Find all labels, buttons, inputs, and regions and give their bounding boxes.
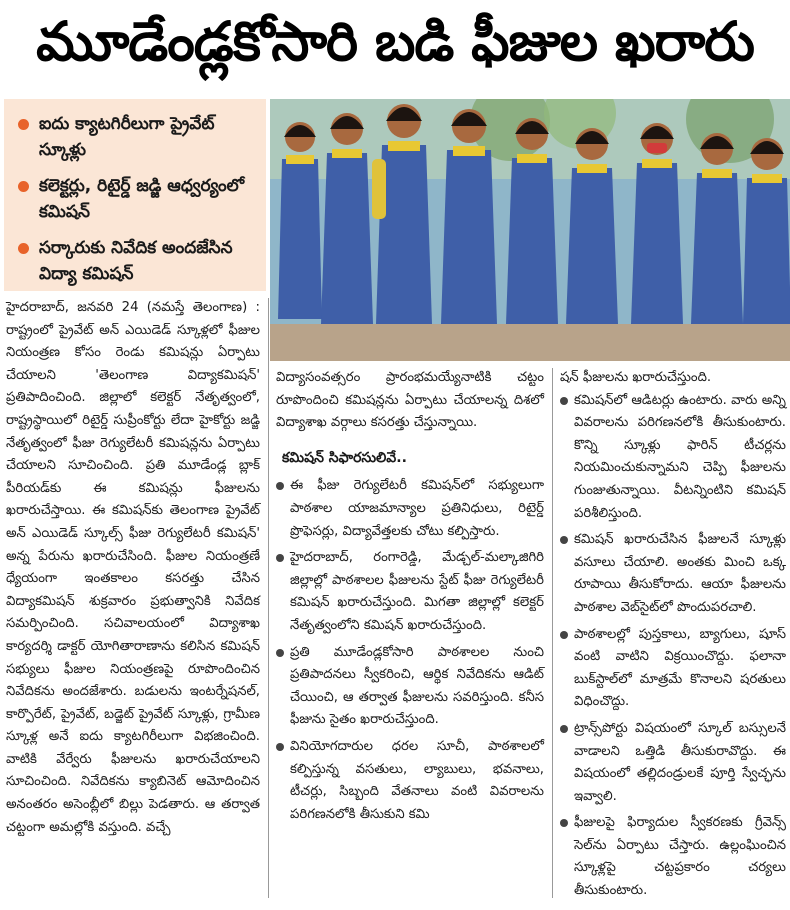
bullet-icon	[18, 243, 29, 254]
list-item: పాఠశాలల్లో పుస్తకాలు, బ్యాగులు, షూస్ వంటి వాటిని విక్రయించొద్దు. ఫలానా బుక్‌స్టాల్‌లో మాత్రమే కొనాలని షరతులు విధించొద్దు.	[560, 624, 786, 714]
article-paragraph: హైదరాబాద్, జనవరి 24 (నమస్తే తెలంగాణ) : రాష్ట్రంలో ప్రైవేట్ అన్ ఎయిడెడ్ స్కూళ్లలో ఫీజుల నియంత్రణ కోసం రెండు కమిషన్లు ఏర్పాటు చేయాలని 'తెలంగాణ విద్యాకమిషన్' ప్రతిపాదించింది. జిల్లాలో కలెక్టర్ నేతృత్వంలో, రాష్ట్రస్థాయిలో రిటైర్డ్ సుప్రీంకోర్టు లేదా హైకోర్టు జడ్జి నేతృత్వంలో ఫీజు రెగ్యులేటరీ కమిషన్లను ఏర్పాటు చేయాలని సూచించింది. ప్రతి మూడేండ్ల బ్లాక్ పీరియడ్‌కు ఈ కమిషన్లు ఫీజులను ఖరారుచేస్తాయి. ఈ కమిషన్‌కు తెలంగాణ ప్రైవేట్ అన్ ఎయిడెడ్ స్కూల్స్ ఫీజు రెగ్యులేటరీ కమిషన్' అన్న పేరును ఖరారుచేసింది. ఫీజుల నియంత్రణే ధ్యేయంగా ఇంతకాలం కసరత్తు చేసిన విద్యాకమిషన్ శుక్రవారం ప్రభుత్వానికి నివేదిక సమర్పించింది. సచివాలయంలో విద్యాశాఖ కార్యదర్శి డాక్టర్ యోగితారాణాను కలిసిన కమిషన్ సభ్యులు ఫీజుల నియంత్రణపై రూపొందించిన నివేదికను అందజేశారు. బడులను ఇంటర్నేషనల్, కార్పొరేట్, ప్రైవేట్, బడ్జెట్ ప్రైవేట్ స్కూళ్లు, గ్రామీణ స్కూళ్ల అనే ఐదు క్యాటగిరీలుగా విభజించింది. వాటికి వేర్వేరు ఫీజులను ఖరారుచేయాలని సూచించింది. నివేదికను క్యాబినెట్ ఆమోదించిన అనంతరం అసెంబ్లీలో బిల్లు పెడతారు. ఆ తర్వాత చట్టంగా అమల్లోకి వస్తుంది. వచ్చే	[6, 300, 260, 835]
bullet-icon	[560, 819, 568, 827]
school-children-photo	[270, 99, 790, 361]
highlight-item	[18, 173, 256, 225]
bullet-icon	[560, 536, 568, 544]
bullet-icon	[276, 482, 284, 490]
list-item: వినియోగదారుల ధరల సూచీ, పాఠశాలలో కల్పిస్తున్న వసతులు, ల్యాబులు, భవనాలు, టీచర్లు, సిబ్బంది వేతనాలు వంటి వివరాలను పరిగణనలోకి తీసుకుని కమి	[276, 736, 544, 826]
bullet-icon	[18, 119, 29, 130]
list-item: ప్రతి మూడేండ్లకోసారి పాఠశాలల నుంచి ప్రతిపాదనలు స్వీకరించి, ఆర్థిక నివేదికను ఆడిట్ చేయించి, ఆ తర్వాత ఫీజులను సవరిస్తుంది. కనీస ఫీజును సైతం ఖరారుచేస్తుంది.	[276, 642, 544, 732]
bullet-icon	[276, 649, 284, 657]
highlight-text: సర్కారుకు నివేదిక అందజేసిన విద్యా కమిషన్	[39, 238, 233, 284]
article-column-2	[276, 367, 544, 830]
highlight-text: ఐదు క్యాటగిరీలుగా ప్రైవేట్ స్కూళ్లు	[39, 114, 215, 160]
bullet-icon	[560, 631, 568, 639]
list-item: హైదరాబాద్, రంగారెడ్డి, మేడ్చల్-మల్కాజిగిరి జిల్లాల్లో పాఠశాలల ఫీజులను స్టేట్ ఫీజు రెగ్యులేటరీ కమిషన్ ఖరారుచేస్తుంది. మిగతా జిల్లాల్లో కలెక్టర్ నేతృత్వంలోని కమిషన్ ఖరారుచేస్తుంది.	[276, 547, 544, 637]
article-column-1	[6, 297, 260, 839]
bullet-icon	[276, 554, 284, 562]
bullet-icon	[560, 725, 568, 733]
section-subhead: కమిషన్ సిఫారసులివే..	[282, 449, 407, 466]
list-item: కమిషన్ ఖరారుచేసిన ఫీజులనే స్కూళ్లు వసూలు చేయాలి. అంతకు మించి ఒక్క రూపాయి తీసుకోరాదు. ఆయా ఫీజులను పాఠశాల వెబ్‌సైట్‌లో పొందుపరచాలి.	[560, 529, 786, 619]
article-paragraph: షన్ ఫీజులను ఖరారుచేస్తుంది.	[560, 370, 712, 385]
headline: మూడేండ్లకోసారి బడి ఫీజుల ఖరారు	[36, 9, 754, 73]
bullet-icon	[18, 181, 29, 192]
list-item: ట్రాన్స్‌పోర్టు విషయంలో స్కూల్ బస్సులనే వాడాలని ఒత్తిడి తీసుకురావొద్దు. ఈ విషయంలో తల్లిదండ్రులకే పూర్తి స్వేచ్ఛను ఇవ్వాలి.	[560, 718, 786, 808]
photo-illustration	[270, 99, 790, 361]
highlights-box	[4, 99, 266, 291]
bullet-icon	[276, 743, 284, 751]
article-paragraph: విద్యాసంవత్సరం ప్రారంభమయ్యేనాటికి చట్టం రూపొందించి కమిషన్లను ఏర్పాటు చేయాలన్న దిశలో విద్యాశాఖ వర్గాలు కసరత్తు చేస్తున్నాయి.	[276, 370, 544, 431]
highlight-text: కలెక్టర్లు, రిటైర్డ్ జడ్జి ఆధ్వర్యంలో కమిషన్	[39, 176, 245, 222]
bullet-icon	[560, 397, 568, 405]
list-item: కమిషన్‌లో ఆడిటర్లు ఉంటారు. వారు అన్ని వివరాలను పరిగణనలోకి తీసుకుంటారు. కొన్ని స్కూళ్లు ఫారిన్ టీచర్లను నియమించుకున్నామని చెప్పి ఫీజులను గుంజుతున్నాయి. వీటన్నింటిని కమిషన్ పరిశీలిస్తుంది.	[560, 390, 786, 526]
list-item: ఫీజులపై ఫిర్యాదుల స్వీకరణకు గ్రీవెన్స్ సెల్‌ను ఏర్పాటు చేస్తారు. ఉల్లంఘించిన స్కూళ్లపై చట్టప్రకారం చర్యలు తీసుకుంటారు.	[560, 812, 786, 902]
highlight-item	[18, 235, 256, 287]
column-divider	[268, 298, 269, 898]
article-column-3	[560, 367, 786, 907]
highlight-item	[18, 111, 256, 163]
column-divider	[552, 368, 553, 898]
list-item: ఈ ఫీజు రెగ్యులేటరీ కమిషన్‌లో సభ్యులుగా పాఠశాల యాజమాన్యాల ప్రతినిధులు, రిటైర్డ్ ప్రొఫెసర్లు, విద్యావేత్తలకు చోటు కల్పిస్తారు.	[276, 475, 544, 543]
